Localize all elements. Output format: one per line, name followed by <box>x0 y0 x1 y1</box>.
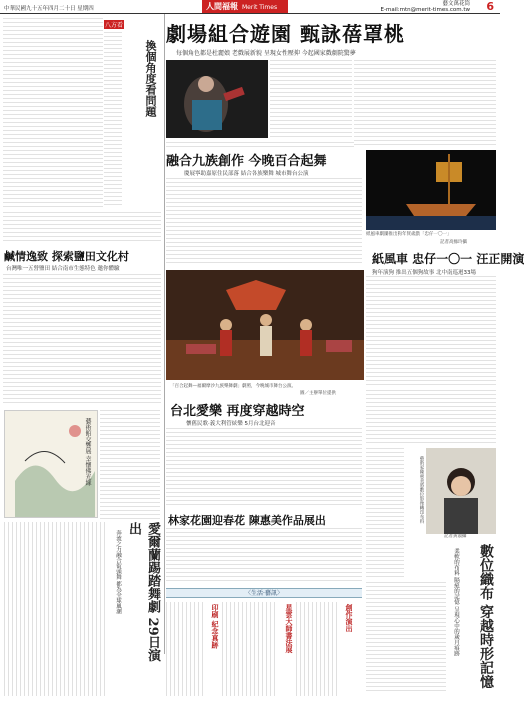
exhibit-subhead: 柔軟的布料 隔絕的記憶 呈現心中的歲月痕跡 <box>453 548 459 656</box>
exhibit-body-text <box>366 582 446 694</box>
life-band: 〈生活·藝訊〉 <box>166 588 362 598</box>
taipei-subhead: 懷舊民歌·義大利管絃樂 5月台北迎音 <box>186 421 276 427</box>
dance-performance-image <box>166 270 364 380</box>
ireland-body-text <box>4 522 108 696</box>
lead-body-text <box>354 60 496 148</box>
section-name: 藝文萬花筒 <box>442 1 470 7</box>
garden-body-text <box>166 528 362 584</box>
ireland-subhead: 奔流之力融合街頭舞 都為全球風潮 <box>115 530 121 615</box>
taipei-headline: 台北愛樂 再度穿越時空 <box>170 404 305 419</box>
life-text-3 <box>296 602 338 696</box>
issue-date: 中華民國九十五年四月二十日 星期四 <box>4 6 94 12</box>
kite-photo-credit: 記者高綠玲攝 <box>440 240 467 245</box>
calligraphy-side-text <box>100 410 160 520</box>
kite-body-text <box>366 276 496 386</box>
tribes-photo-credit: 圖／主辦單位提供 <box>300 391 336 396</box>
section-info <box>381 1 470 13</box>
salt-intro-text <box>3 212 161 244</box>
salt-subhead: 台灣唯一五營鹽田 結合南市生態特色 邀你體驗 <box>6 266 120 272</box>
salt-body-text <box>3 274 161 404</box>
kite-photo <box>366 150 496 230</box>
masthead-brand-en: Merit Times <box>242 4 278 11</box>
calligraphy-poem: 藝術館交響展 幸懷佛光緣 <box>84 418 91 486</box>
lead-photo-caption-text <box>270 60 352 140</box>
exhibit-photo <box>426 448 496 534</box>
life-item-2: 星雲大師書法展 <box>285 604 294 653</box>
exhibit-photo-caption: 藝術家陳惠美將數位影像轉印布料 <box>419 456 424 524</box>
page-header <box>0 0 500 14</box>
salt-headline: 鹹情逸致 探索鹽田文化村 <box>4 250 129 263</box>
column-body-text <box>104 32 122 207</box>
garden-headline: 林家花園迎春花 陳惠美作品展出 <box>168 514 326 527</box>
kite-headline: 紙風車 忠仔一〇一 汪正開演 <box>372 252 524 266</box>
life-text-1 <box>166 602 204 696</box>
section-email: E-mail:mtn@merit-times.com.tw <box>380 7 470 13</box>
artist-portrait-image <box>426 448 496 534</box>
column-title: 換個角度看問題 <box>144 40 157 117</box>
left-body-text <box>3 18 103 210</box>
tribes-subhead: 慶展寧助嘉原住民部落 結合各族樂舞 城市舞台公演 <box>184 171 309 177</box>
ireland-headline: 愛爾蘭踢踏舞劇 29日演出 <box>126 522 160 662</box>
kite-photo-caption: 紙風車劇團推出狗年賀歲戲「忠仔一〇一」 <box>366 232 452 237</box>
masthead-brand: 人間福報 Merit Times <box>202 0 288 13</box>
life-item-1: 印刷 紀念真跡 <box>211 604 220 649</box>
boat-stage-image <box>366 150 496 230</box>
tribes-headline: 融合九族創作 今晚百合起舞 <box>166 154 327 169</box>
tribes-body-text <box>166 178 362 266</box>
right-mid-text <box>366 390 496 446</box>
exhibit-headline: 數位織布 穿越時形記憶 <box>478 544 494 689</box>
tribes-photo <box>166 270 364 380</box>
lead-headline: 劇場組合遊園 甄詠蓓罩桃 <box>166 22 405 46</box>
tribes-photo-caption: 「百合起舞—福爾摩沙九族樂舞劇」劇照，今晚城市舞台公演。 <box>170 384 296 389</box>
lead-photo <box>166 60 268 138</box>
lead-rule <box>166 142 356 147</box>
life-item-3: 創作演出 <box>345 604 354 632</box>
lead-subhead: 每個角色都是杜麗娘 老戲展新貌 呈現女性壓抑 今起國家戲劇院驚夢 <box>176 50 356 57</box>
exhibit-side-text <box>366 448 404 578</box>
kite-subhead: 狗年演狗 推出五個狗故事 北中南巡迴33場 <box>372 270 476 276</box>
actress-figure-image <box>166 60 268 138</box>
exhibit-photo-credit: 記者黃淑攝 <box>444 534 467 539</box>
taipei-body-text <box>166 428 362 508</box>
life-text-2 <box>222 602 278 696</box>
page-number: 6 <box>486 0 494 13</box>
column-tag: 八方看 <box>104 22 123 29</box>
column-divider <box>164 14 165 654</box>
